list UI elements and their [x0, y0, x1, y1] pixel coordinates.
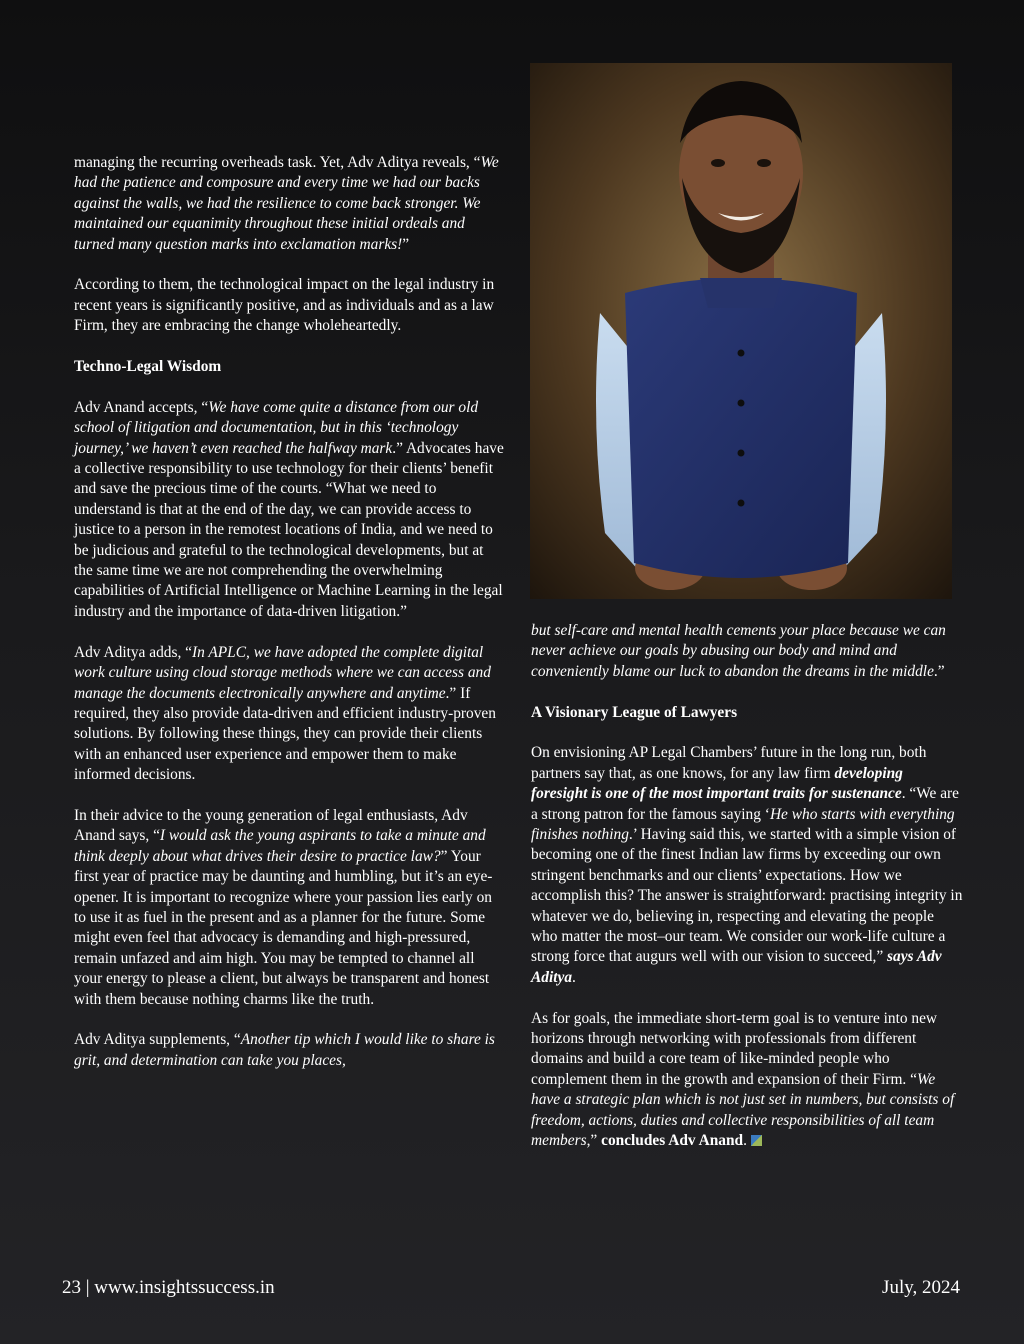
- paragraph: Adv Aditya supplements, “Another tip which I would like to share is grit, and determination can take you places,: [74, 1031, 495, 1069]
- paragraph: As for goals, the immediate short-term goal is to venture into new horizons through networking with professionals from different domains and build a core team of like-minded people who complement them in the growth and expansion of their Firm. “We have a strategic plan which is not just set in numbers, but consists of freedom, actions, duties and collective responsibilities of all team members,” concludes Adv Anand.: [531, 1009, 955, 1150]
- paragraph: According to them, the technological impact on the legal industry in recent years is significantly positive, and as individuals and as a law Firm, they are embracing the change wholeheartedly.: [74, 276, 495, 335]
- right-column: [531, 621, 963, 1152]
- paragraph: but self-care and mental health cements your place because we can never achieve our goals by abusing our body and mind and conveniently blame our luck to abandon the dreams in the middle.”: [531, 622, 946, 680]
- paragraph: Adv Aditya adds, “In APLC, we have adopted the complete digital work culture using cloud storage methods where we can access and manage the documents electronically anywhere and anytime.” If required, they also provide data-driven and efficient industry-proven solutions. By following these things, they can provide their clients with an enhanced user experience and empower them to make informed decisions.: [74, 643, 496, 784]
- portrait-photo: [530, 63, 952, 599]
- left-column: [74, 153, 506, 1071]
- paragraph: managing the recurring overheads task. Yet, Adv Aditya reveals, “We had the patience and composure and every time we had our backs against the walls, we had the resilience to come back stronger. We maintained our equanimity throughout these initial ordeals and turned many question marks into exclamation marks!”: [74, 154, 499, 253]
- footer-date: July, 2024: [882, 1277, 960, 1298]
- section-heading-techno-legal-wisdom: Techno-Legal Wisdom: [74, 358, 222, 376]
- paragraph: On envisioning AP Legal Chambers’ future in the long run, both partners say that, as one knows, for any law firm developing foresight is one of the most important traits for sustenance. “We are a strong patron for the famous saying ‘He who starts with everything finishes nothing.’ Having said this, we started with a simple vision of becoming one of the finest Indian law firms by exceeding our own stringent benchmarks and our clients’ expectations. How we accomplish this? The answer is straightforward: practising integrity in whatever we do, believing in, respecting and elevating the people who matter the most–our team. We consider our work-life culture a strong force that augurs well with our vision to succeed,” says Adv Aditya.: [531, 744, 963, 986]
- section-heading-visionary-league: A Visionary League of Lawyers: [531, 703, 738, 721]
- end-mark-icon: [751, 1135, 762, 1146]
- paragraph: Adv Anand accepts, “We have come quite a distance from our old school of litigation and documentation, but in this ‘technology journey,’ we haven’t even reached the halfway mark.” Advocates have a collective responsibility to use technology for their clients’ benefit and save the precious time of the courts. “What we need to understand is that at the end of the day, we can provide access to justice to a person in the remotest locations of India, and we need to be judicious and grateful to the technological developments, but at the same time we are not comprehending the overwhelming capabilities of Artificial Intelligence or Machine Learning in the legal industry and the importance of data-driven litigation.”: [74, 398, 504, 620]
- footer-page-url: 23 | www.insightssuccess.in: [62, 1277, 275, 1298]
- paragraph: In their advice to the young generation of legal enthusiasts, Adv Anand says, “I would ask the young aspirants to take a minute and think deeply about what drives their desire to practice law?” Your first year of practice may be daunting and humbling, but it’s an eye-opener. It is important to recognize where your passion lies early on to use it as fuel in the present and as a planner for the future. Some might even feel that advocacy is demanding and high-pressured, remain unfazed and aim high. You may be tempted to channel all your energy to please a client, but always be transparent and honest with them because nothing charms like the truth.: [74, 806, 493, 1008]
